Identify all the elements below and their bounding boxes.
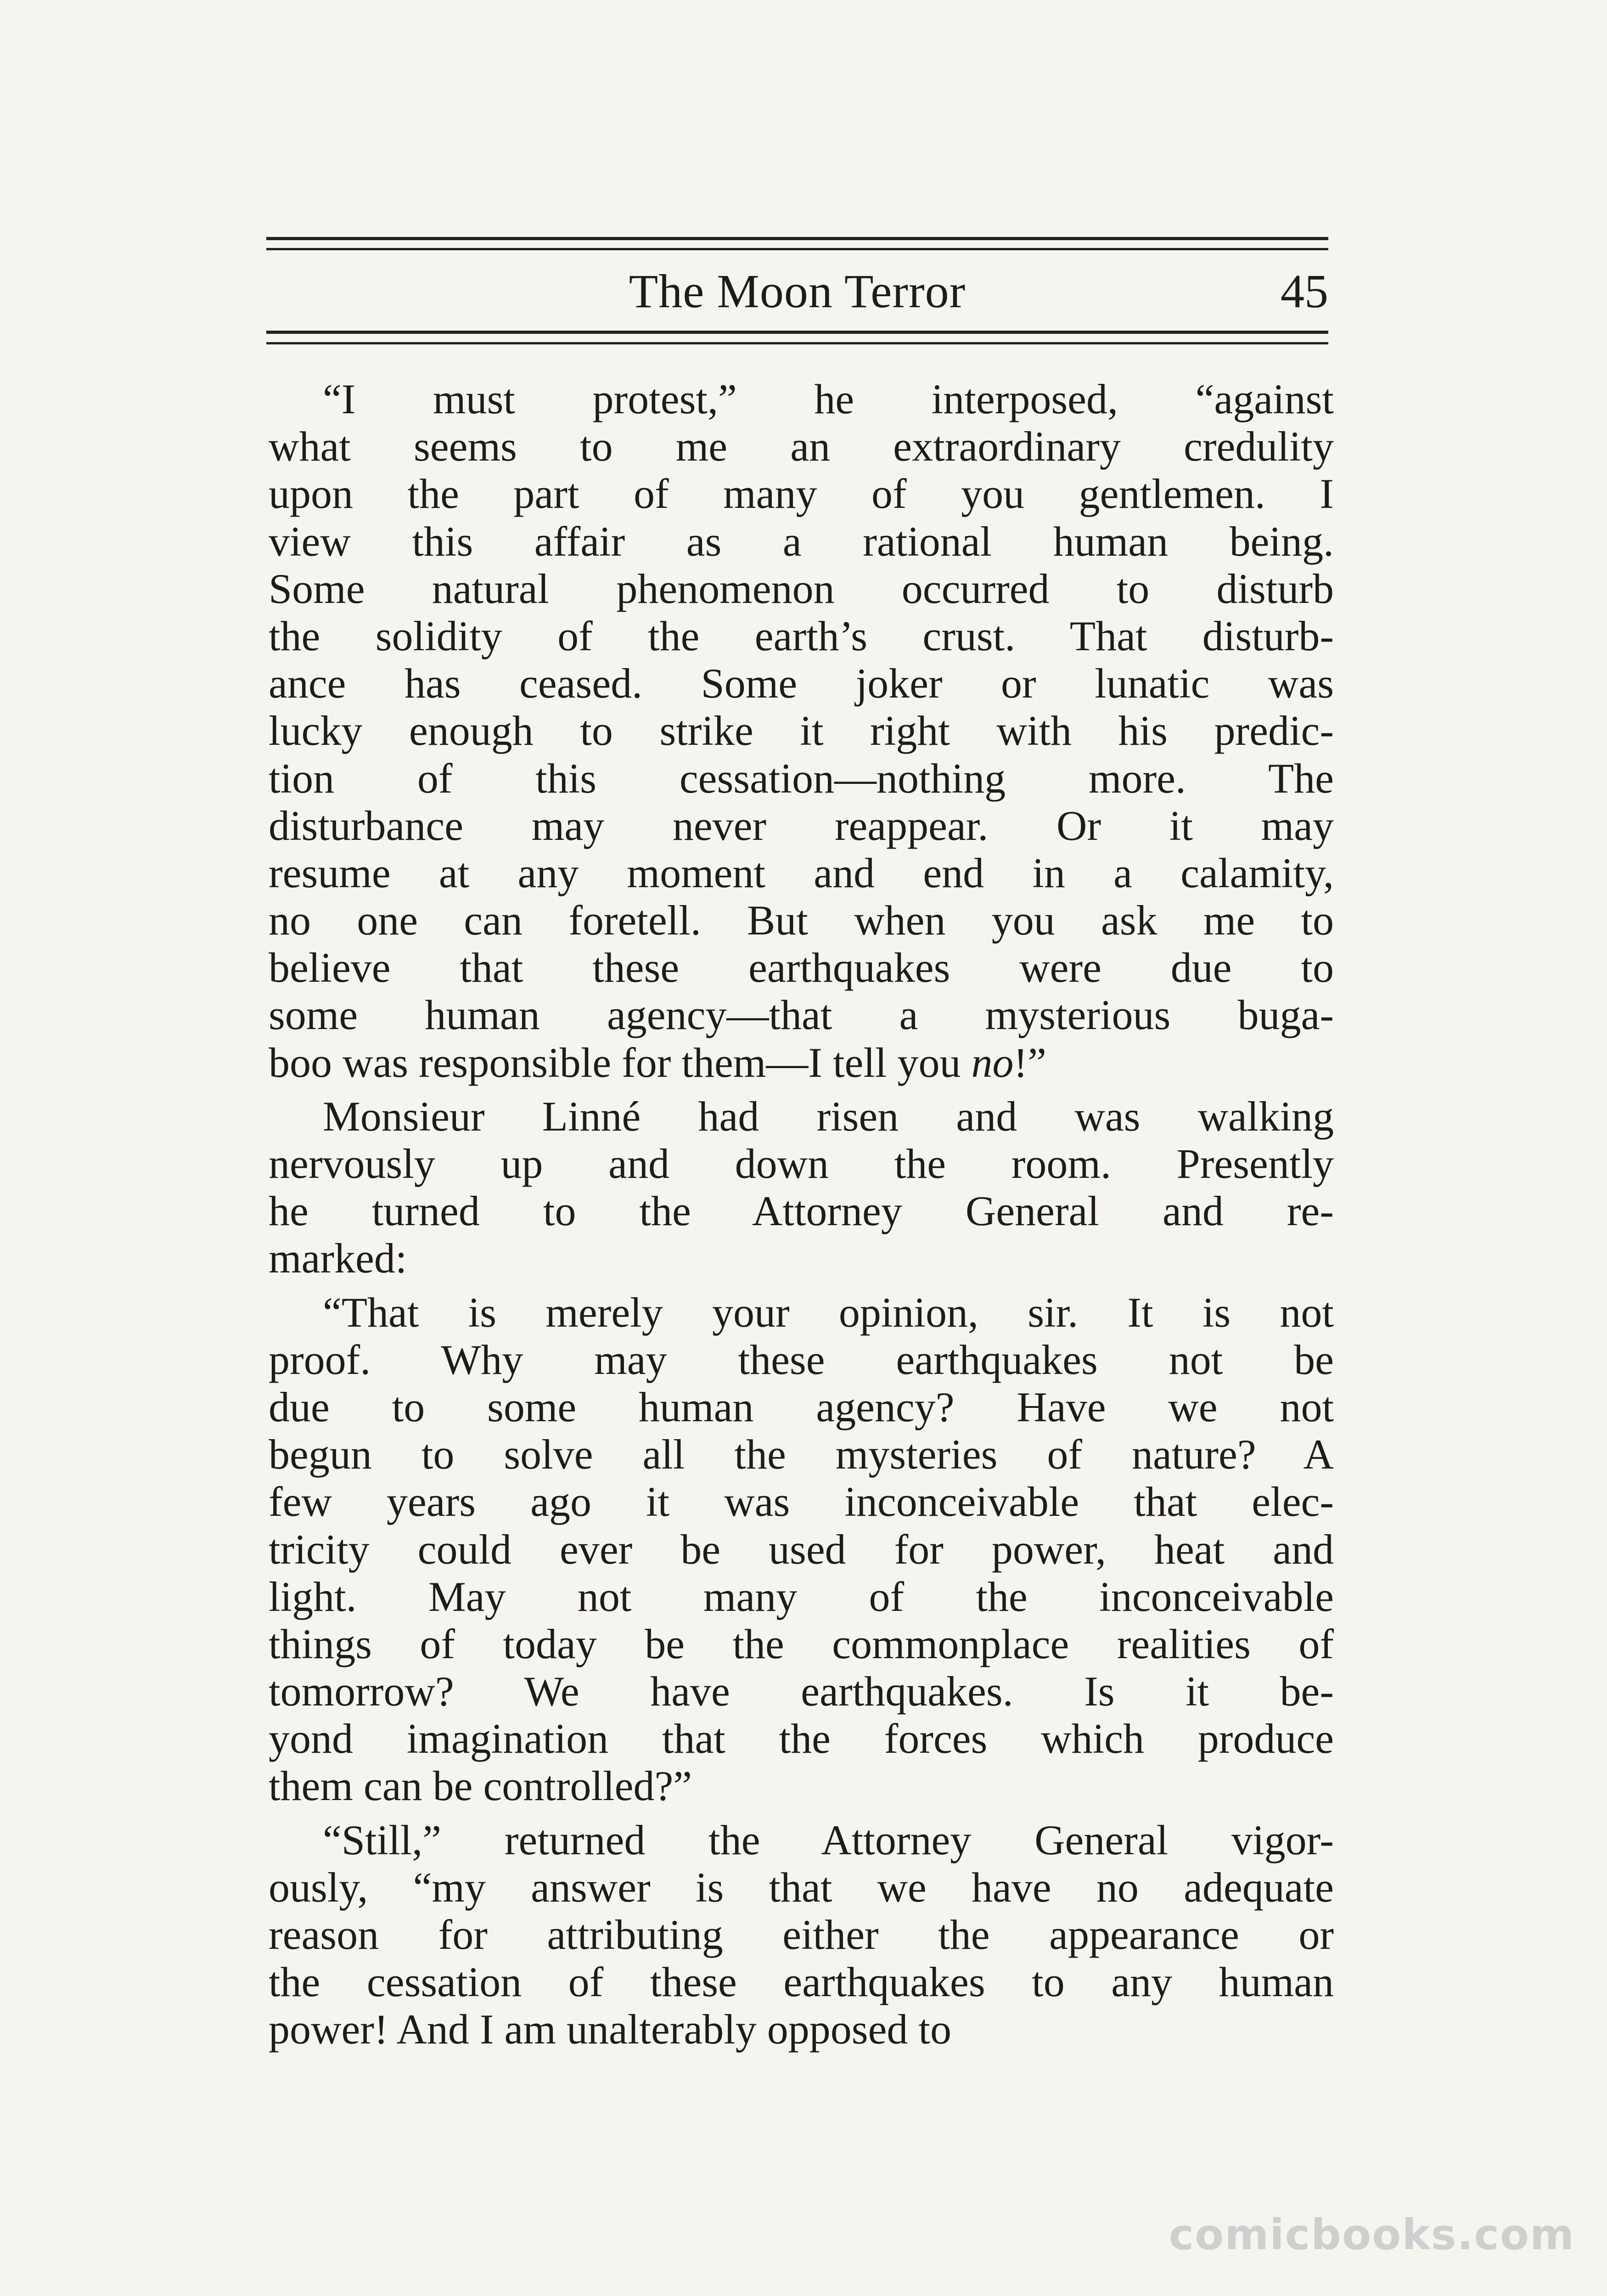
paragraph (269, 1817, 1334, 2054)
text-line: Monsieur Linné had risen and was walking (323, 1092, 1334, 1140)
text-line: nervously up and down the room. Presently (269, 1140, 1334, 1187)
text-line: marked: (269, 1235, 407, 1282)
text-line: things of today be the commonplace realities of (269, 1620, 1334, 1667)
text-line: power! And I am unalterably opposed to (269, 2006, 951, 2053)
paragraph-gap (269, 1283, 1334, 1289)
text-line: he turned to the Attorney General and re- (269, 1187, 1334, 1235)
text-line: believe that these earthquakes were due to (269, 944, 1334, 991)
header-rule-top-thin (266, 248, 1328, 250)
text-line: upon the part of many of you gentlemen. I (269, 470, 1334, 518)
page-number: 45 (1281, 265, 1328, 318)
text-line: boo was responsible for them—I tell you no!” (269, 1039, 1046, 1086)
text-line: ously, “my answer is that we have no adequate (269, 1863, 1334, 1911)
text-line: tricity could ever be used for power, heat and (269, 1525, 1334, 1573)
text-line: the solidity of the earth’s crust. That disturb- (269, 612, 1334, 659)
text-line: tion of this cessation—nothing more. The (269, 754, 1334, 802)
watermark-logo: comicbooks.com (1169, 2210, 1575, 2259)
text-line: resume at any moment and end in a calamity, (269, 849, 1334, 896)
text-line: “I must protest,” he interposed, “against (323, 376, 1334, 422)
text-line: them can be controlled?” (269, 1762, 692, 1810)
emphasis: no (971, 1039, 1014, 1086)
paragraph-gap (269, 1086, 1334, 1093)
text-line: some human agency—that a mysterious buga- (269, 991, 1334, 1039)
paragraph-gap (269, 1810, 1334, 1817)
text-line: what seems to me an extraordinary credulity (269, 423, 1334, 470)
header-rule-top-thick (266, 237, 1328, 240)
text-line: Some natural phenomenon occurred to disturb (269, 565, 1334, 612)
text-line: due to some human agency? Have we not (269, 1383, 1334, 1430)
running-head (266, 262, 1328, 321)
text-line: yond imagination that the forces which produce (269, 1715, 1334, 1762)
text-line: reason for attributing either the appearance or (269, 1911, 1334, 1958)
header-rule-bottom-thick (266, 331, 1328, 334)
text-line: light. May not many of the inconceivable (269, 1573, 1334, 1620)
text-line: ance has ceased. Some joker or lunatic was (269, 660, 1334, 707)
running-title: The Moon Terror (629, 265, 966, 318)
header-rule-bottom-thin (266, 342, 1328, 344)
text-line: few years ago it was inconceivable that elec- (269, 1478, 1334, 1525)
text-line: view this affair as a rational human being. (269, 518, 1334, 565)
text-line: lucky enough to strike it right with his predic- (269, 707, 1334, 754)
text-line: begun to solve all the mysteries of nature? A (269, 1431, 1334, 1478)
text-line: no one can foretell. But when you ask me to (269, 897, 1334, 944)
text-line: proof. Why may these earthquakes not be (269, 1336, 1334, 1383)
paragraph (269, 1289, 1334, 1810)
text-line: the cessation of these earthquakes to any human (269, 1958, 1334, 2006)
text-line: “That is merely your opinion, sir. It is not (323, 1289, 1334, 1336)
paragraph (269, 1093, 1334, 1283)
text-line: “Still,” returned the Attorney General vigor- (323, 1816, 1334, 1863)
paragraph (269, 376, 1334, 1086)
text-line: disturbance may never reappear. Or it may (269, 802, 1334, 849)
body-text (269, 376, 1334, 2054)
text-line: tomorrow? We have earthquakes. Is it be- (269, 1668, 1334, 1715)
